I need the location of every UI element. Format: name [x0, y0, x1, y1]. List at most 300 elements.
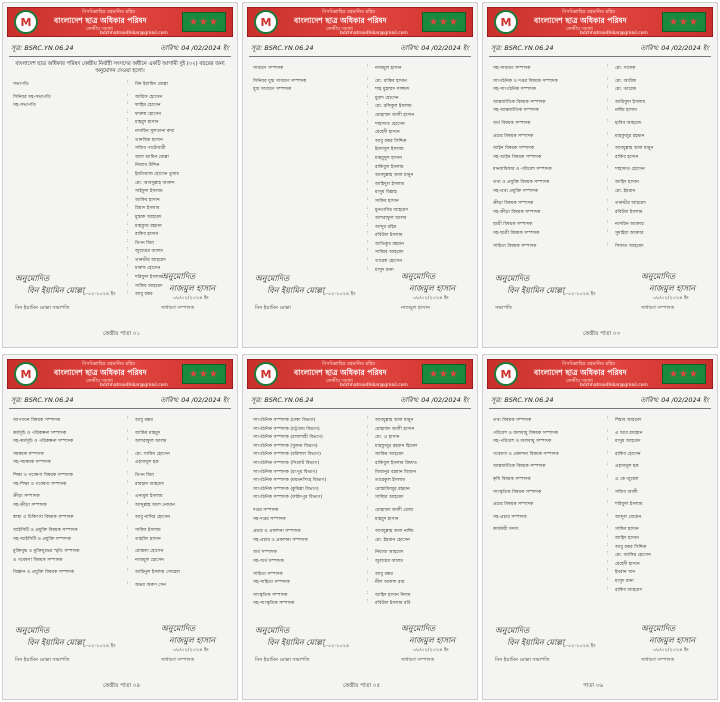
member-row — [13, 186, 229, 195]
position-label: প্রচার বিষয়ক সম্পাদক — [493, 502, 534, 508]
member-name: আবদুল্লাহ আল নাঈম — [375, 529, 414, 535]
member-row — [253, 505, 469, 514]
colon-separator: : — [367, 145, 369, 151]
colon-separator: : — [127, 195, 129, 201]
divider-line — [9, 408, 231, 409]
member-row — [253, 213, 469, 222]
member-name: মাহমুদ হাসান — [135, 120, 159, 126]
right-signature-date: ০৮/০২/২০২৪ ইং — [413, 295, 449, 301]
flag-icon: ★★★ — [662, 364, 706, 384]
position-label: সহ-আইসিটি ও প্রযুক্তি সম্পাদক — [13, 536, 71, 542]
member-name: শরিফুল ইসলাম — [135, 275, 163, 281]
member-row — [253, 170, 469, 179]
member-row — [13, 143, 229, 152]
member-row — [253, 415, 469, 424]
member-row — [253, 449, 469, 458]
member-name: মুস্তাক আহমেদ — [135, 214, 162, 220]
member-name: মাসুদ রানা — [615, 578, 634, 584]
member-row — [253, 526, 469, 535]
organization-name: বাংলাদেশ ছাত্র অধিকার পরিষদ — [294, 16, 387, 25]
member-name: নাসরিন আক্তার — [615, 222, 644, 228]
colon-separator: : — [127, 290, 129, 296]
member-name: রিয়াদ ইসলাম — [135, 206, 160, 212]
member-row — [493, 241, 709, 250]
member-name: মো. জাকির হোসেন — [615, 553, 651, 559]
bismillah-line: বিসমিল্লাহির রহমানির রহিম — [562, 9, 616, 15]
colon-separator: : — [607, 525, 609, 531]
member-name: আরিফুল ইসলাম — [615, 99, 646, 105]
colon-separator: : — [367, 433, 369, 439]
member-row — [493, 542, 709, 551]
position-label: সাংগঠনিক সম্পাদক (চট্টগ্রাম বিভাগ) — [253, 426, 320, 432]
organization-unit: কেন্দ্রীয় সংসদ — [326, 378, 353, 384]
position-label: সাংগঠনিক সম্পাদক (কুমিল্লা বিভাগ) — [253, 486, 319, 492]
member-row — [493, 84, 709, 93]
member-name: সজিব পাটোয়ারী — [135, 146, 166, 152]
colon-separator: : — [127, 428, 129, 434]
organization-name: বাংলাদেশ ছাত্র অধিকার পরিষদ — [54, 368, 147, 377]
position-label: সাংগঠনিক সম্পাদক (রাজশাহী বিভাগ) — [253, 435, 323, 441]
position-label: যুগ্ম সাধারণ সম্পাদক — [253, 87, 292, 93]
member-row — [493, 559, 709, 568]
member-row — [493, 152, 709, 161]
organization-unit: কেন্দ্রীয় সংসদ — [566, 378, 593, 384]
member-name: মো. আরিফ — [615, 78, 637, 84]
organization-email: bdchhatroodhikar@gmail.com — [340, 383, 408, 388]
member-row — [493, 198, 709, 207]
member-name: জাহিদুল ইসলাম — [375, 181, 405, 187]
position-label: মুক্তিযুদ্ধ ও মুক্তিযুদ্ধের স্মৃতি সম্পাদক — [13, 549, 80, 555]
member-row — [493, 207, 709, 216]
position-label: সাংস্কৃতিক সম্পাদক — [253, 592, 288, 598]
position-label: সাংস্কৃতিক বিষয়ক সম্পাদক — [493, 489, 542, 495]
position-label: কর্মসূচি ও পরিকল্পনা সম্পাদক — [13, 430, 67, 436]
colon-separator: : — [367, 441, 369, 447]
member-name: আব্দুল মোমেন — [615, 514, 642, 520]
colon-separator: : — [127, 273, 129, 279]
colon-separator: : — [367, 214, 369, 220]
member-name: জাকির আহমেদ — [375, 452, 404, 458]
reference-number: সূত্র: BSRC.YN.06.24 — [491, 44, 554, 52]
member-row — [253, 119, 469, 128]
document-date: তারিখ: 04 /02/2024 ইং — [160, 396, 229, 404]
member-name: এহসানুল হক — [615, 464, 639, 470]
member-name: তারেক হোসেন — [375, 259, 403, 265]
right-approval-text: অনুমোদিত — [401, 624, 436, 633]
member-row — [493, 143, 709, 152]
member-row — [13, 169, 229, 178]
right-signature-date: ০৮/০২/২০২৪ ইং — [653, 295, 689, 301]
member-name: নিজাম উদ্দিন — [135, 163, 160, 169]
member-name: আশরাফুল আলম — [135, 439, 167, 445]
page-number: পাতা ০৬ — [583, 683, 603, 689]
member-name: এ কে জুয়েল — [615, 476, 639, 482]
bismillah-line: বিসমিল্লাহির রহমানির রহিম — [322, 9, 376, 15]
organization-name: বাংলাদেশ ছাত্র অধিকার পরিষদ — [54, 16, 147, 25]
letterhead — [487, 7, 713, 37]
member-name: মো. সাদেক — [615, 66, 636, 71]
left-signature: বিন ইয়ামিন মোল্লা — [27, 286, 85, 295]
colon-separator: : — [127, 101, 129, 107]
left-signature: বিন ইয়ামিন মোল্লা — [507, 638, 565, 647]
member-row — [493, 567, 709, 576]
reference-line — [11, 43, 229, 55]
member-name: হাবিব আহমেদ — [615, 120, 642, 126]
member-name: রাকিব হোসেন — [615, 451, 641, 457]
member-name: শাহাদাত হোসেন — [615, 167, 645, 173]
member-row — [493, 177, 709, 186]
member-row — [493, 585, 709, 594]
colon-separator: : — [367, 548, 369, 554]
colon-separator: : — [367, 188, 369, 194]
colon-separator: : — [367, 578, 369, 584]
colon-separator: : — [607, 118, 609, 124]
member-row — [253, 432, 469, 441]
colon-separator: : — [367, 424, 369, 430]
member-name: আকিব হাসান — [135, 197, 160, 203]
position-label: সাংগঠনিক ও দপ্তর বিষয়ক সম্পাদক — [493, 78, 558, 84]
colon-separator: : — [127, 281, 129, 287]
member-name: মাহফুজ রহমান — [135, 223, 162, 229]
position-label: সিনিয়র সহ-সভাপতি — [13, 94, 51, 100]
member-row — [253, 196, 469, 205]
member-row — [493, 219, 709, 228]
member-row — [253, 162, 469, 171]
member-name: সাব্বির আহমেদ — [375, 250, 404, 256]
left-signature-date: ৮-০২-২০২৪ ইং — [563, 643, 596, 649]
member-row — [253, 424, 469, 433]
member-name: সাকিব আহমেদ — [135, 283, 163, 289]
position-label: ক্রীড়া সম্পাদক — [13, 494, 40, 500]
member-name: মো. ইমরান হোসেন — [375, 537, 410, 543]
member-name: জুবায়ের আলম — [375, 558, 403, 564]
colon-separator: : — [127, 109, 129, 115]
colon-separator: : — [607, 533, 609, 539]
member-name: মো. আবদুল্লাহ আকন্দ — [135, 180, 175, 186]
member-name: মেহেদী হাসান — [375, 130, 400, 136]
member-row — [253, 110, 469, 119]
colon-separator: : — [127, 580, 129, 586]
left-signature: বিন ইয়ামিন মোল্লা — [27, 638, 85, 647]
document-page-2 — [242, 2, 478, 348]
colon-separator: : — [367, 110, 369, 116]
position-label: সহ-আন্তর্জাতিক সম্পাদক — [493, 108, 539, 114]
right-approval-text: অনুমোদিত — [161, 624, 196, 633]
colon-separator: : — [127, 255, 129, 261]
colon-separator: : — [607, 559, 609, 565]
member-name: মিজানুর রহমান মিজান — [375, 469, 417, 475]
member-name: নাঈম হাসান — [615, 108, 637, 114]
organization-email: bdchhatroodhikar@gmail.com — [340, 31, 408, 36]
reference-line — [491, 395, 709, 407]
left-signatory-title: সভাপতি — [495, 305, 513, 311]
divider-line — [489, 408, 711, 409]
organization-logo-icon: M — [254, 10, 278, 34]
member-row — [13, 457, 229, 466]
colon-separator: : — [607, 144, 609, 150]
organization-logo-icon: M — [494, 10, 518, 34]
member-name: জাহিদ হাসান নিলয় — [375, 592, 411, 598]
colon-separator: : — [607, 199, 609, 205]
reference-line — [251, 43, 469, 55]
member-name: আবু বক্কর — [375, 571, 393, 577]
colon-separator: : — [367, 514, 369, 520]
colon-separator: : — [607, 76, 609, 82]
reference-number: সূত্র: BSRC.YN.06.24 — [251, 44, 314, 52]
member-row — [253, 63, 469, 72]
colon-separator: : — [607, 474, 609, 480]
organization-email: bdchhatroodhikar@gmail.com — [580, 383, 648, 388]
position-label: ক্রীড়া বিষয়ক সম্পাদক — [493, 201, 534, 207]
member-row — [13, 238, 229, 247]
member-row — [13, 479, 229, 488]
member-row — [253, 179, 469, 188]
committee-list — [493, 415, 709, 593]
colon-separator: : — [607, 64, 609, 69]
member-row — [13, 152, 229, 161]
colon-separator: : — [127, 187, 129, 193]
colon-separator: : — [127, 204, 129, 210]
member-row — [13, 567, 229, 576]
left-signature-date: ৮-০২-২০২৪ ইং — [563, 291, 596, 297]
member-row — [253, 569, 469, 578]
left-signature-date: ৮-০২-২০২৪ ইং — [323, 291, 356, 297]
colon-separator: : — [367, 484, 369, 490]
member-row — [493, 186, 709, 195]
member-row — [493, 164, 709, 173]
reference-line — [251, 395, 469, 407]
member-name: মোস্তাফিজুর রহমান — [375, 486, 410, 492]
colon-separator: : — [127, 238, 129, 244]
right-signatory-title: নাজমুল হাসান — [401, 305, 430, 311]
organization-logo-icon: M — [494, 362, 518, 386]
colon-separator: : — [127, 264, 129, 270]
colon-separator: : — [607, 228, 609, 234]
member-row — [493, 428, 709, 437]
member-row — [13, 436, 229, 445]
member-row — [253, 239, 469, 248]
member-row — [13, 92, 229, 101]
colon-separator: : — [367, 162, 369, 168]
reference-number: সূত্র: BSRC.YN.06.24 — [491, 396, 554, 404]
member-row — [493, 228, 709, 237]
member-row — [253, 256, 469, 265]
member-name: ইমরান খান — [615, 570, 636, 576]
position-label: সহ-সমন্বয়ক সম্পাদক — [13, 460, 51, 466]
member-name: মো. ইমরান — [615, 188, 636, 194]
position-label: সহ-সাহিত্য সম্পাদক — [253, 580, 290, 586]
position-label: ও গবেষণা বিষয়ক সম্পাদক — [13, 557, 63, 563]
member-name: ইমতিয়াজ হোসেন তুষার — [135, 171, 179, 177]
colon-separator: : — [367, 556, 369, 562]
document-page-5 — [242, 354, 478, 700]
member-row — [493, 76, 709, 85]
member-row — [253, 136, 469, 145]
member-name: রিপন মিয়া — [135, 240, 155, 246]
position-label: বিজ্ঞান ও প্রযুক্তি বিষয়ক সম্পাদক — [13, 570, 75, 576]
left-signature: বিন ইয়ামিন মোল্লা — [507, 286, 565, 295]
position-label: কার্যকরী সদস্য — [493, 527, 519, 533]
left-approval-text: অনুমোদিত — [255, 626, 290, 635]
position-label: অর্থ বিষয়ক সম্পাদক — [493, 120, 531, 126]
member-name: মুরাদ হোসেন — [375, 95, 399, 101]
member-name: বিন ইয়ামিন মোল্লা — [135, 82, 168, 87]
member-row — [253, 93, 469, 102]
bismillah-line: বিসমিল্লাহির রহমানির রহিম — [82, 9, 136, 15]
organization-unit: কেন্দ্রীয় সংসদ — [86, 378, 113, 384]
position-label: আইসিটি ও প্রযুক্তি বিষয়ক সম্পাদক — [13, 527, 78, 533]
colon-separator: : — [607, 207, 609, 213]
signature-block — [491, 623, 709, 693]
colon-separator: : — [367, 248, 369, 254]
colon-separator: : — [127, 212, 129, 218]
right-signatory-title: সাধারণ সম্পাদক — [161, 657, 195, 663]
colon-separator: : — [367, 171, 369, 177]
colon-separator: : — [127, 144, 129, 150]
position-label: সহ-ক্রীড়া সম্পাদক — [13, 502, 47, 508]
position-label: সহ-শিক্ষা ও গবেষণা সম্পাদক — [13, 481, 67, 487]
colon-separator: : — [607, 500, 609, 506]
member-name: রায়হান আহমেদ — [135, 481, 165, 487]
position-label: কৃষি বিষয়ক সম্পাদক — [493, 476, 531, 482]
position-label: গবেষণা ও প্রকাশনা বিষয়ক সম্পাদক — [493, 451, 559, 457]
colon-separator: : — [127, 458, 129, 464]
signature-block — [11, 623, 229, 693]
left-signatory-title: বিন ইয়ামিন মোল্লা সভাপতি — [255, 657, 310, 663]
member-row — [13, 203, 229, 212]
signature-block — [11, 271, 229, 341]
member-name: রাকিব আহমেদ — [615, 587, 642, 593]
member-name: আতিকুর রহমান — [375, 241, 404, 247]
colon-separator: : — [367, 128, 369, 134]
colon-separator: : — [367, 85, 369, 91]
reference-line — [11, 395, 229, 407]
organization-email: bdchhatroodhikar@gmail.com — [100, 383, 168, 388]
position-label: তথ্য ও প্রযুক্তি বিষয়ক সম্পাদক — [493, 179, 550, 185]
colon-separator: : — [127, 547, 129, 553]
colon-separator: : — [127, 513, 129, 519]
colon-separator: : — [127, 500, 129, 506]
member-row — [13, 109, 229, 118]
member-row — [493, 63, 709, 72]
position-label: আইন বিষয়ক সম্পাদক — [493, 146, 535, 152]
member-row — [253, 441, 469, 450]
member-name: আবু বকর — [135, 292, 153, 298]
colon-separator: : — [127, 437, 129, 443]
organization-email: bdchhatroodhikar@gmail.com — [100, 31, 168, 36]
left-signature: বিন ইয়ামিন মোল্লা — [267, 286, 325, 295]
member-name: মাহফুজুর রহমান — [615, 133, 645, 139]
left-signatory-title: বিন ইয়ামিন মোল্লা সভাপতি — [15, 657, 70, 663]
position-label: সহ-প্রচার সম্পাদক — [493, 514, 527, 520]
colon-separator: : — [607, 585, 609, 591]
member-name: শাহাদাত হোসেন — [375, 121, 405, 127]
letterhead — [7, 359, 233, 389]
member-name: সাকিব হাসান — [615, 527, 639, 533]
position-label: সাংগঠনিক সম্পাদক (রংপুর বিভাগ) — [253, 469, 318, 475]
member-row — [13, 221, 229, 230]
colon-separator: : — [127, 221, 129, 227]
left-signatory-title: বিন ইয়ামিন মোল্লা সভাপতি — [15, 305, 70, 311]
colon-separator: : — [367, 93, 369, 99]
member-row — [493, 105, 709, 114]
member-name: আবু নাসির হোসেন — [135, 515, 171, 521]
colon-separator: : — [367, 599, 369, 605]
member-row — [253, 205, 469, 214]
member-row — [13, 126, 229, 135]
right-signature-date: ০৮/০২/২০২৪ ইং — [653, 647, 689, 653]
member-name: মো. সাকিব হোসেন — [135, 451, 170, 457]
flag-icon: ★★★ — [182, 364, 226, 384]
position-label: সাংগঠনিক সম্পাদক (সিলেট বিভাগ) — [253, 460, 320, 466]
member-name: মাহফুজুর রহমান হিমেল — [375, 443, 418, 449]
member-name: আল আমিন মোল্লা — [135, 154, 170, 160]
member-name: সাইফুল ইসলাম — [135, 189, 163, 195]
right-signatory-title: সাধারণ সম্পাদক — [161, 305, 195, 311]
colon-separator: : — [367, 450, 369, 456]
member-row — [253, 76, 469, 85]
signature-block — [251, 623, 469, 693]
left-approval-text: অনুমোদিত — [495, 626, 530, 635]
colon-separator: : — [127, 126, 129, 132]
member-name: আরিফ হোসেন — [135, 94, 163, 100]
colon-separator: : — [127, 118, 129, 124]
member-row — [493, 118, 709, 127]
colon-separator: : — [367, 416, 369, 421]
committee-list — [493, 63, 709, 249]
colon-separator: : — [607, 106, 609, 112]
position-label: স্বাস্থ্য ও চিকিৎসা বিষয়ক সম্পাদক — [13, 515, 74, 521]
member-row — [13, 117, 229, 126]
committee-list — [253, 63, 469, 273]
member-name: সাব্বির আহমেদ — [375, 495, 404, 501]
member-row — [13, 449, 229, 458]
colon-separator: : — [367, 458, 369, 464]
document-date: তারিখ: 04 /02/2024 ইং — [640, 44, 709, 52]
right-signature: নাজমুল হাসান — [169, 284, 216, 293]
left-approval-text: অনুমোদিত — [15, 626, 50, 635]
member-name: মাহমুদুল হাসান — [375, 155, 402, 161]
left-signature: বিন ইয়ামিন মোল্লা — [267, 638, 325, 647]
member-name: আব্দুর রহিম — [375, 224, 397, 230]
document-page-1 — [2, 2, 238, 348]
member-name: আবু বকর সিদ্দিক — [615, 544, 647, 550]
page-number: কেন্দ্রীয় পাতা ০১ — [103, 331, 141, 337]
page-number: কেন্দ্রীয় পাতা ০৪ — [103, 683, 141, 689]
colon-separator: : — [607, 487, 609, 493]
member-row — [13, 135, 229, 144]
member-row — [253, 467, 469, 476]
left-approval-text: অনুমোদিত — [15, 274, 50, 283]
member-name: রাকিবুল ইসলাম — [375, 164, 404, 170]
colon-separator: : — [607, 512, 609, 518]
member-name: মাসুম আহমেদ — [615, 439, 641, 445]
member-name: জাহিদ হাসান — [615, 535, 639, 541]
colon-separator: : — [127, 247, 129, 253]
member-row — [493, 499, 709, 508]
member-row — [253, 547, 469, 556]
right-signature-date: ০৮/০২/২০২৪ ইং — [413, 647, 449, 653]
colon-separator: : — [367, 493, 369, 499]
colon-separator: : — [367, 239, 369, 245]
colon-separator: : — [607, 542, 609, 548]
position-label: মানবাধিকার ও পরিবেশ সম্পাদক — [493, 167, 552, 173]
organization-unit: কেন্দ্রীয় সংসদ — [86, 26, 113, 32]
document-date: তারিখ: 04 /02/2024 ইং — [640, 396, 709, 404]
position-label: সহ-পরিবেশ ও জলবায়ু সম্পাদক — [493, 439, 552, 445]
right-approval-text: অনুমোদিত — [161, 272, 196, 281]
member-row — [493, 461, 709, 470]
